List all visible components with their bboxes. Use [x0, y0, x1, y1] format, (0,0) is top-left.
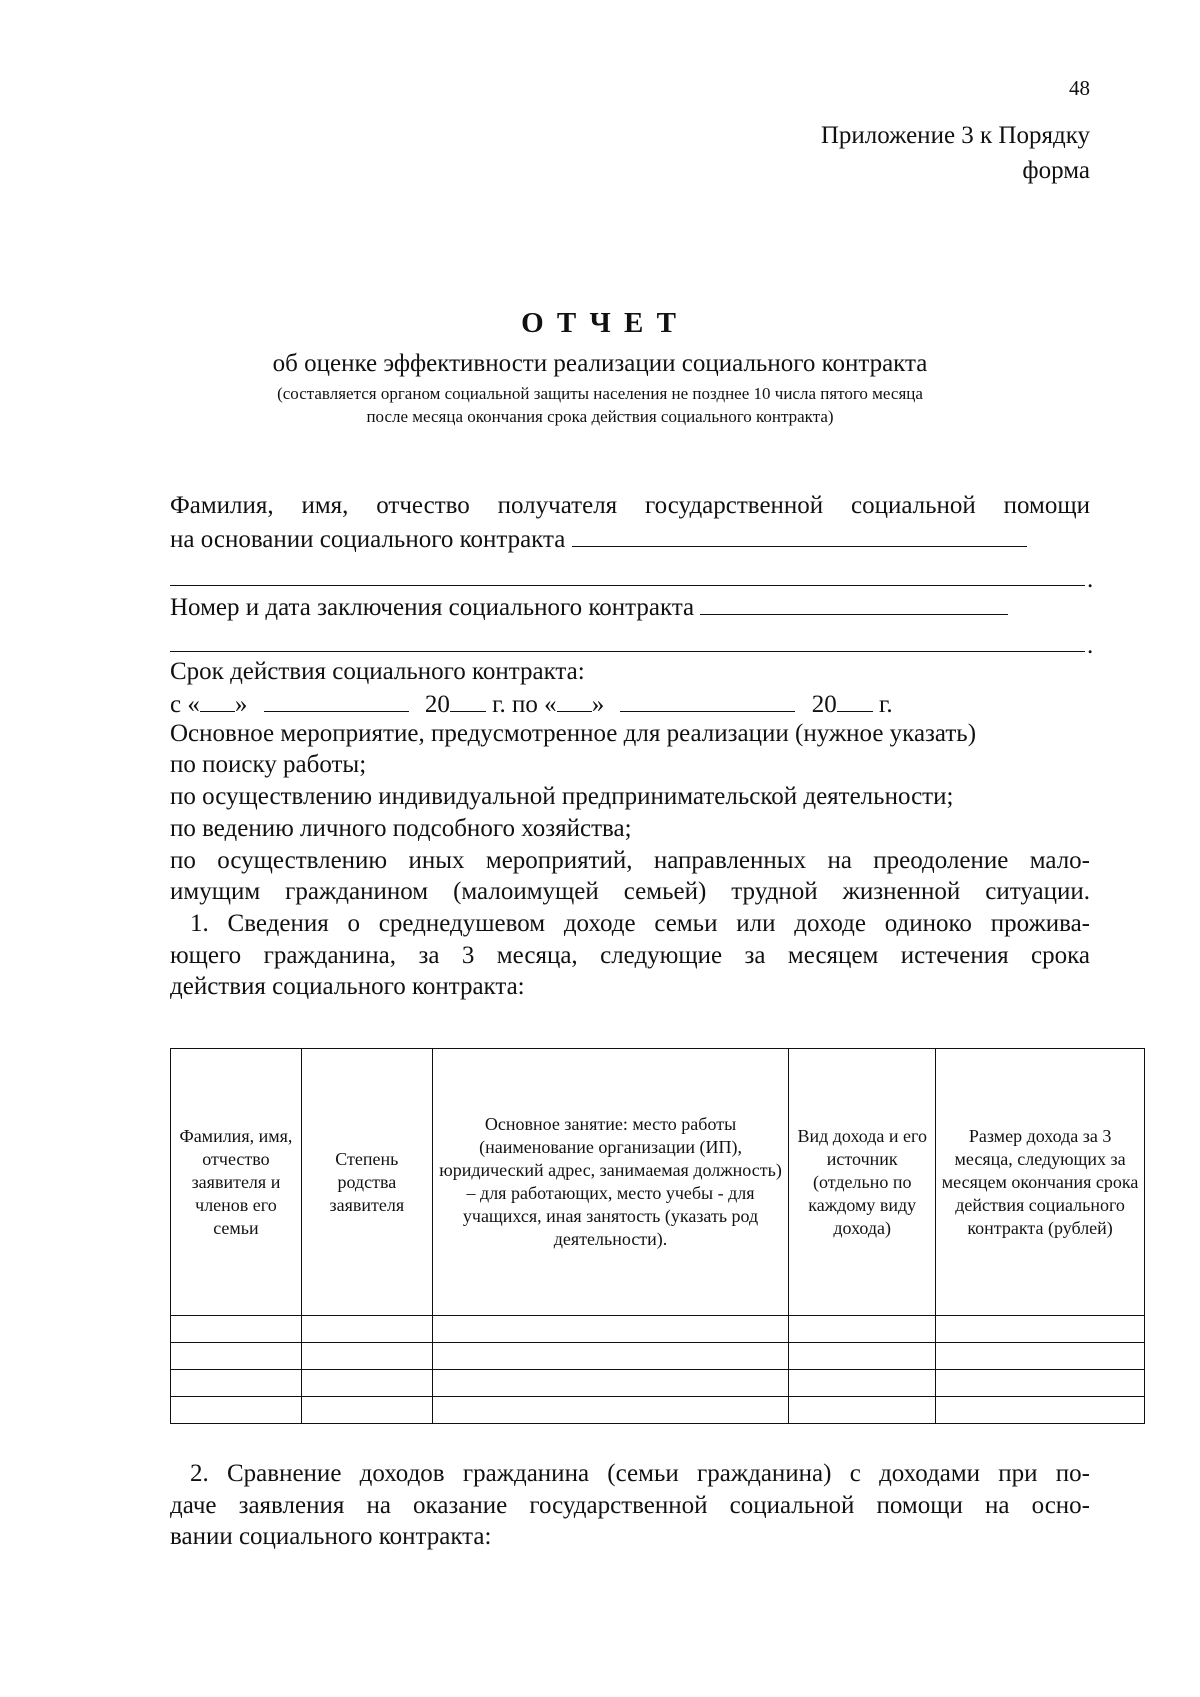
document-subtitle: об оценке эффективности реализации социального контракта [272, 350, 928, 377]
table-cell[interactable] [789, 1316, 936, 1343]
header-income-amount: Размер дохода за 3 месяца, следующих за месяцем окончания срока действия социального контракта (рублей) [936, 1049, 1145, 1316]
table-cell[interactable] [936, 1343, 1145, 1370]
page-number: 48 [1069, 76, 1090, 100]
quote-close: » [591, 691, 605, 718]
fio-label-line2 [170, 522, 1090, 555]
table-cell[interactable] [301, 1370, 432, 1397]
table-cell[interactable] [936, 1370, 1145, 1397]
table-cell[interactable] [432, 1397, 789, 1424]
table-row [171, 1397, 1145, 1424]
contract-label: Номер и дата заключения социального контракта [170, 594, 695, 621]
table-header-row [171, 1049, 1145, 1316]
note-line-1: (составляется органом социальной защиты населения не позднее 10 числа пятого месяца [277, 384, 923, 403]
table-row [171, 1316, 1145, 1343]
table-cell[interactable] [432, 1370, 789, 1397]
section1-line3: действия социального контракта: [170, 973, 525, 1000]
activity-item-job-search: по поиску работы; [170, 751, 367, 778]
table-cell[interactable] [301, 1397, 432, 1424]
term-to-label: г. по « [492, 691, 557, 718]
table-cell[interactable] [789, 1397, 936, 1424]
term-end-label: г. [878, 691, 893, 718]
appendix-line: Приложение 3 к Порядку [820, 122, 1090, 149]
contract-field [170, 590, 1090, 623]
section1-line1: 1. Сведения о среднедушевом доходе семьи или доходе одиноко прожива- [190, 910, 1090, 937]
line-end-dot: . [1087, 632, 1094, 659]
note-line-2: после месяца окончания срока действия социального контракта) [366, 407, 834, 426]
document-note [0, 382, 1200, 428]
fio-label-text: на основании социального контракта [170, 526, 566, 553]
table-cell[interactable] [789, 1370, 936, 1397]
section1-line2: ющего гражданина, за 3 месяца, следующие за месяцем истечения срока [170, 942, 1090, 969]
header-fio: Фамилия, имя, отчество заявителя и членов его семьи [171, 1049, 302, 1316]
activity-item-entrepreneurship: по осуществлению индивидуальной предпринимательской деятельности; [170, 783, 954, 810]
fio-input-line[interactable] [572, 522, 1027, 547]
year-to-input[interactable] [837, 687, 873, 712]
form-label: форма [1022, 157, 1090, 184]
document-title: О Т Ч Е Т [521, 307, 679, 339]
table-row [171, 1343, 1145, 1370]
header-relation: Степень родства заявителя [301, 1049, 432, 1316]
line-end-dot: . [1087, 566, 1094, 593]
table-cell[interactable] [301, 1316, 432, 1343]
year-from-prefix: 20 [424, 691, 450, 718]
year-from-input[interactable] [450, 687, 486, 712]
term-label: Срок действия социального контракта: [170, 658, 585, 685]
table-cell[interactable] [171, 1343, 302, 1370]
table-cell[interactable] [171, 1316, 302, 1343]
table-cell[interactable] [789, 1343, 936, 1370]
year-to-prefix: 20 [811, 691, 837, 718]
term-dates [170, 687, 1090, 720]
table-cell[interactable] [936, 1316, 1145, 1343]
table-cell[interactable] [171, 1397, 302, 1424]
section2-line1: 2. Сравнение доходов гражданина (семьи гражданина) с доходами при по- [190, 1460, 1090, 1487]
month-to-input[interactable] [620, 687, 795, 712]
month-from-input[interactable] [264, 687, 409, 712]
activity-item-household: по ведению личного подсобного хозяйства; [170, 815, 632, 842]
quote-close: » [234, 691, 248, 718]
section2-line2: даче заявления на оказание государственной социальной помощи на осно- [170, 1492, 1090, 1519]
fio-input-line-2[interactable] [170, 585, 1085, 586]
activity-item-other-line1: по осуществлению иных мероприятий, направленных на преодоление мало- [170, 847, 1090, 874]
table-row [171, 1370, 1145, 1397]
table-cell[interactable] [171, 1370, 302, 1397]
header-income-type: Вид дохода и его источник (отдельно по каждому виду дохода) [789, 1049, 936, 1316]
header-occupation: Основное занятие: место работы (наименование организации (ИП), юридический адрес, занимаемая должность) – для работающих, место учебы - для учащихся, иная занятость (указать род деятельности). [432, 1049, 789, 1316]
table-cell[interactable] [301, 1343, 432, 1370]
activity-item-other-line2: имущим гражданином (малоимущей семьей) трудной жизненной ситуации. [170, 878, 1090, 905]
income-table [170, 1048, 1145, 1424]
table-cell[interactable] [432, 1316, 789, 1343]
activities-intro: Основное мероприятие, предусмотренное для реализации (нужное указать) [170, 720, 977, 747]
appendix-label [821, 118, 1090, 188]
day-to-input[interactable] [557, 687, 592, 712]
contract-input-line-2[interactable] [170, 651, 1085, 652]
contract-input-line[interactable] [700, 590, 1008, 615]
table-cell[interactable] [432, 1343, 789, 1370]
term-from-label: с « [170, 691, 200, 718]
section2-line3: вании социального контракта: [170, 1523, 492, 1550]
table-cell[interactable] [936, 1397, 1145, 1424]
day-from-input[interactable] [200, 687, 235, 712]
fio-label-line1: Фамилия, имя, отчество получателя государственной социальной помощи [170, 492, 1090, 519]
